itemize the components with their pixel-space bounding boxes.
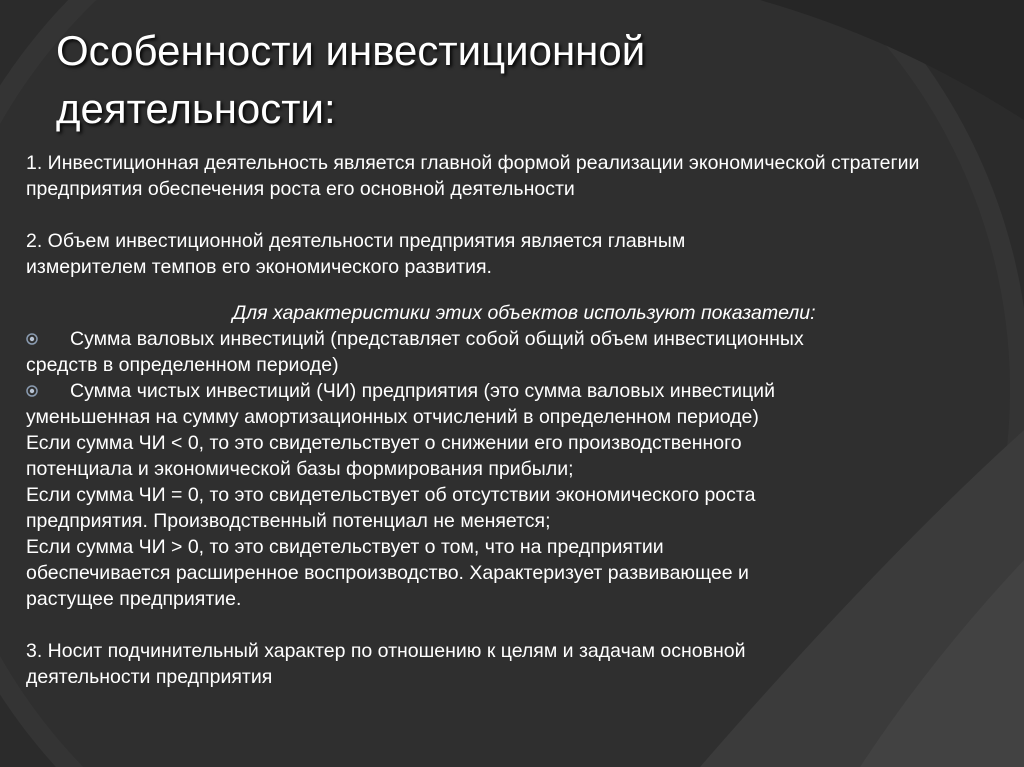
case-negative-line-2: потенциала и экономической базы формирования прибыли; <box>26 458 574 480</box>
bullet-2-line-2: уменьшенная на сумму амортизационных отчислений в определенном периоде) <box>26 406 759 428</box>
paragraph-2-line-2: измерителем темпов его экономического развития. <box>26 256 492 278</box>
bullet-1-line-1: Сумма валовых инвестиций (представляет собой общий объем инвестиционных <box>70 328 804 350</box>
spacer <box>26 612 986 638</box>
bullet-2-line-1: Сумма чистых инвестиций (ЧИ) предприятия (это сумма валовых инвестиций <box>70 380 775 402</box>
case-negative-line-1: Если сумма ЧИ < 0, то это свидетельствует о снижении его производственного <box>26 432 742 454</box>
paragraph-3-line-2: деятельности предприятия <box>26 666 273 688</box>
bullet-1-line-2: средств в определенном периоде) <box>26 354 339 376</box>
bullet-item-net-investment <box>26 378 986 404</box>
case-zero-line-2: предприятия. Производственный потенциал не меняется; <box>26 510 551 532</box>
paragraph-3-line-1: 3. Носит подчинительный характер по отношению к целям и задачам основной <box>26 640 746 662</box>
bullet-item-gross-investment <box>26 326 986 352</box>
slide-body <box>26 150 986 690</box>
slide-title: Особенности инвестиционной деятельности: <box>56 27 646 132</box>
paragraph-1: 1. Инвестиционная деятельность является главной формой реализации экономической стратегии предприятия обеспечения роста его основной деятельности <box>26 152 920 200</box>
ringed-dot-bullet-icon <box>26 385 38 397</box>
spacer <box>26 202 986 228</box>
case-positive-line-2: обеспечивается расширенное воспроизводство. Характеризует развивающее и <box>26 562 749 584</box>
case-positive-line-3: растущее предприятие. <box>26 588 242 610</box>
ringed-dot-bullet-icon <box>26 333 38 345</box>
case-positive-line-1: Если сумма ЧИ > 0, то это свидетельствует о том, что на предприятии <box>26 536 664 558</box>
paragraph-2-line-1: 2. Объем инвестиционной деятельности предприятия является главным <box>26 230 686 252</box>
indicators-subheading: Для характеристики этих объектов используют показатели: <box>232 302 816 324</box>
case-zero-line-1: Если сумма ЧИ = 0, то это свидетельствует об отсутствии экономического роста <box>26 484 756 506</box>
